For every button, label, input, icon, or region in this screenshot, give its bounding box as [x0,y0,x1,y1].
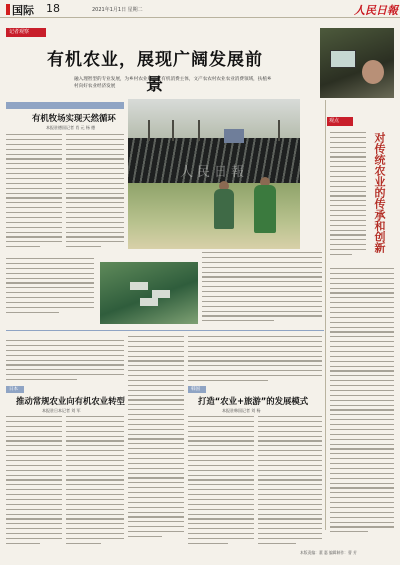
opinion-text-body [330,268,394,544]
masthead [0,0,400,18]
story2-column-1 [6,416,62,548]
hand-icon [362,60,384,84]
story3-section-tag: 韩国 [188,386,206,393]
section-name: 国际 [12,4,34,17]
page-footer: 本版责编：董 惠 编辑制作：曹 芳 [300,550,357,555]
farm-field-photo [128,99,300,249]
farmer-figure [214,189,234,229]
story1-column-4 [202,252,322,328]
story2-top-text [6,340,124,384]
story2-column-3 [128,336,184,548]
story1-column-1 [6,134,62,254]
story1-column-2 [66,134,124,254]
page-headline: 有机农业，展现广阔发展前景 [47,50,263,95]
opinion-column-rule [325,100,326,530]
opinion-tag: 观点 [327,117,353,126]
story3-byline: 本报驻韩国记者 刘 杨 [222,408,261,413]
photo-watermark: 人民日報 [179,165,248,180]
story2-headline: 推动常规农业向有机农业转型 [16,396,125,406]
story3-column-1 [188,416,254,548]
story2-section-tag: 日本 [6,386,24,393]
section-divider [6,330,324,331]
story2-byline: 本报驻日本记者 刘 军 [42,408,81,413]
section-marker [6,4,10,15]
opinion-title: 对传统农业的传承和创新 [373,132,386,253]
story3-column-2 [258,416,322,548]
issue-date: 2021年1月1日 星期二 [92,7,143,13]
story1-headline: 有机牧场实现天然循环 [32,113,116,123]
lead-photo [320,28,394,98]
story1-section-tag [6,102,124,109]
page-number: 18 [46,2,60,15]
story3-headline: 打造“农业+旅游”的发展模式 [198,396,309,406]
opinion-text-top [330,132,366,262]
newspaper-logo: 人民日報 [354,4,398,17]
photo-caption [6,258,94,318]
laptop-screen-icon [330,50,356,68]
story3-top-text [188,336,322,384]
tractor-icon [224,129,244,143]
aerial-farm-photo [100,262,198,324]
reporter-observation-tag: 记者观察 [6,28,46,37]
story1-byline: 本报驻德国记者 肖 元 杨 德 [46,125,96,130]
farmer-figure [254,185,276,233]
headline-deck: 融入理智型的专业发展，为乡村农业规模化有机消费主体，文产农农村农业农业消费领域，扶植乡村向好农业经济发展 [74,77,272,89]
story2-column-2 [66,416,124,548]
